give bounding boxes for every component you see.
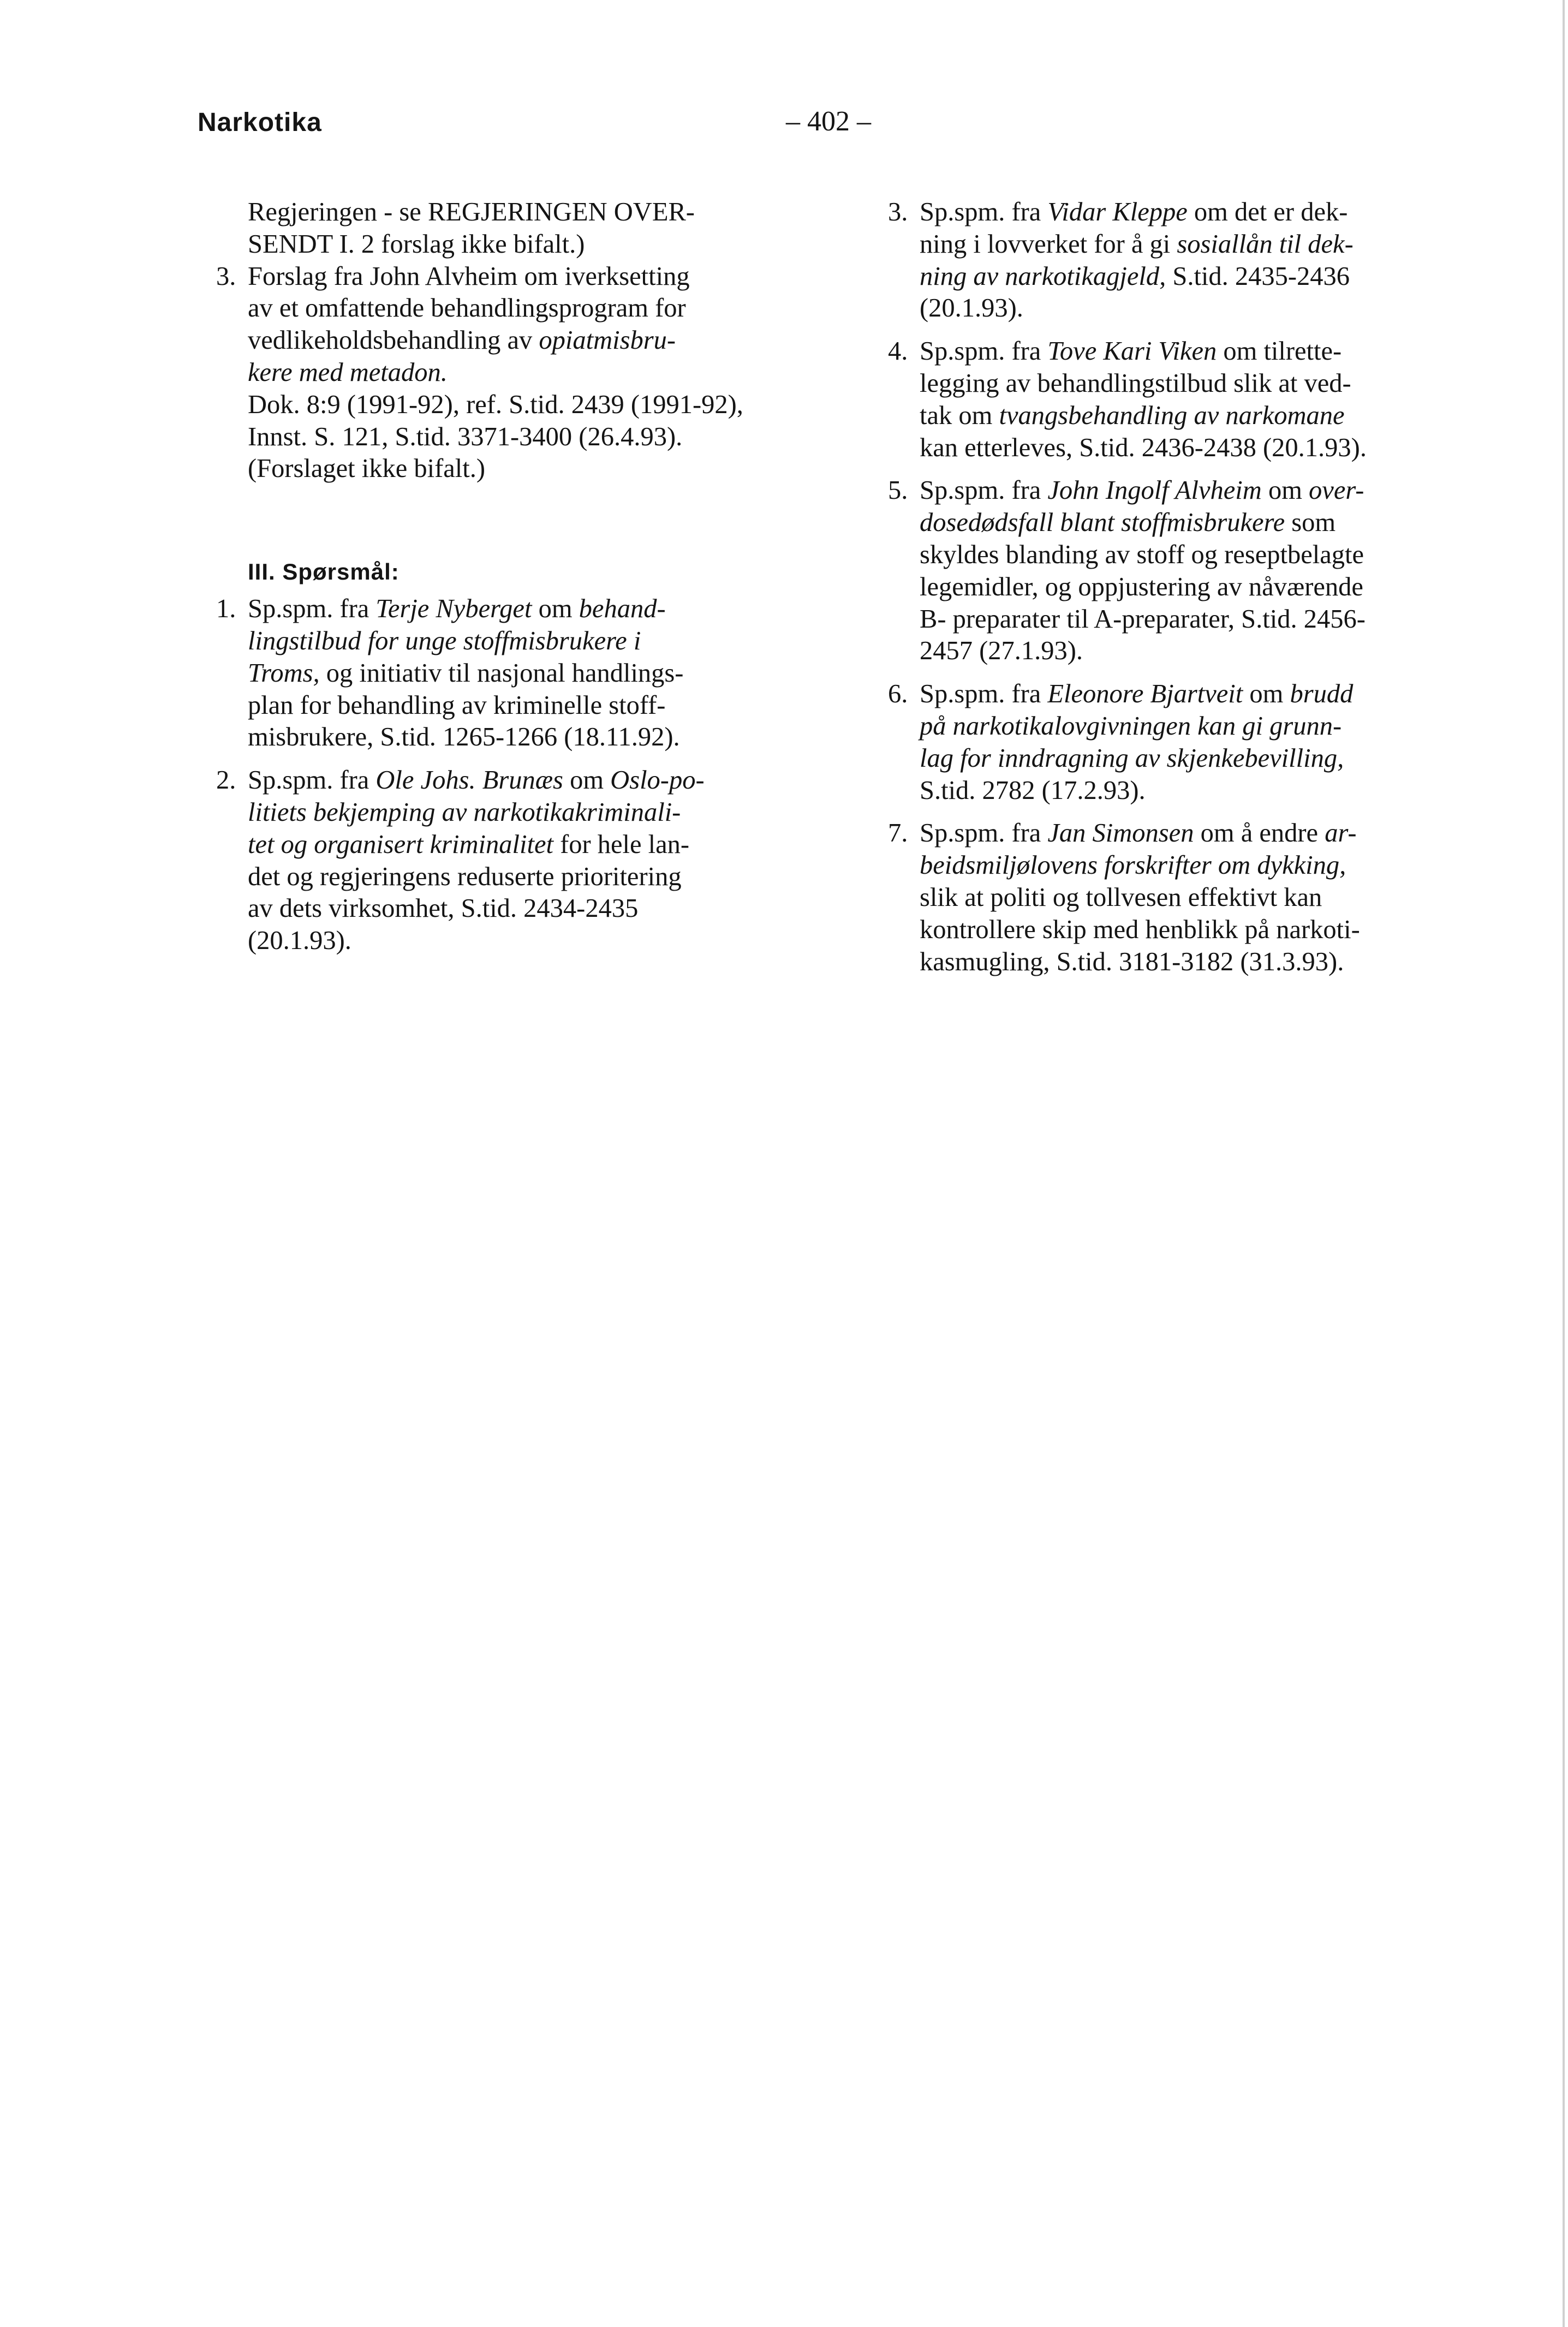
text-line: skyldes blanding av stoff og reseptbelagte (920, 540, 1364, 569)
running-header-title: Narkotika (198, 108, 322, 137)
left-column (216, 196, 791, 957)
text-line: Sp.spm. fra John Ingolf Alvheim om over- (920, 476, 1364, 505)
text-line: misbrukere, S.tid. 1265-1266 (18.11.92). (248, 723, 680, 752)
item-number: 1. (216, 594, 236, 624)
text-line: plan for behandling av kriminelle stoff- (248, 690, 666, 720)
item-number: 6. (888, 679, 908, 709)
text-line: B- preparater til A-preparater, S.tid. 2456- (920, 604, 1366, 634)
question-item-6 (888, 678, 1463, 807)
text-line: Regjeringen - se REGJERINGEN OVER- (248, 198, 695, 226)
text-line: av et omfattende behandlingsprogram for (248, 294, 686, 323)
question-item-7 (888, 818, 1463, 978)
text-line: lingstilbud for unge stoffmisbrukere i (248, 626, 641, 655)
item-number: 3. (888, 198, 908, 226)
text-line: dosedødsfall blant stoffmisbrukere som (920, 508, 1336, 538)
text-line: det og regjeringens reduserte prioritering (248, 862, 682, 891)
item-number: 2. (216, 766, 236, 795)
text-line: tet og organisert kriminalitet for hele lan- (248, 830, 690, 859)
text-line: kasmugling, S.tid. 3181-3182 (31.3.93). (920, 947, 1344, 976)
item-number: 5. (888, 476, 908, 505)
text-line: kere med metadon. (248, 357, 448, 387)
question-item-2 (216, 765, 791, 957)
text-line: Sp.spm. fra Eleonore Bjartveit om brudd (920, 679, 1354, 709)
text-line: av dets virksomhet, S.tid. 2434-2435 (248, 894, 639, 923)
text-line: Innst. S. 121, S.tid. 3371-3400 (26.4.93). (248, 422, 683, 451)
question-item-5 (888, 475, 1463, 667)
text-line: (20.1.93). (920, 294, 1023, 323)
text-line: ning av narkotikagjeld, S.tid. 2435-2436 (920, 261, 1350, 291)
text-line: (Forslaget ikke bifalt.) (248, 454, 486, 484)
right-column (888, 196, 1463, 978)
text-line: SENDT I. 2 forslag ikke bifalt.) (248, 229, 585, 259)
text-line: kan etterleves, S.tid. 2436-2438 (20.1.93). (920, 433, 1367, 462)
text-line: tak om tvangsbehandling av narkomane (920, 401, 1345, 430)
item-number: 3. (216, 261, 236, 291)
text-line: vedlikeholdsbehandling av opiatmisbru- (248, 326, 676, 355)
item-number: 4. (888, 337, 908, 366)
question-item-4 (888, 336, 1463, 464)
text-line: Troms, og initiativ til nasjonal handlings- (248, 658, 684, 688)
text-line: Sp.spm. fra Ole Johs. Brunæs om Oslo-po- (248, 766, 705, 795)
text-line: Forslag fra John Alvheim om iverksetting (248, 261, 690, 291)
text-line: på narkotikalovgivningen kan gi grunn- (920, 711, 1342, 741)
continued-entry (216, 196, 791, 261)
text-line: 2457 (27.1.93). (920, 636, 1083, 666)
text-line: legemidler, og oppjustering av nåværende (920, 572, 1363, 601)
text-line: Dok. 8:9 (1991-92), ref. S.tid. 2439 (1991-92), (248, 390, 743, 419)
page-number: – 402 – (786, 106, 871, 137)
question-item-1 (216, 593, 791, 754)
text-line: kontrollere skip med henblikk på narkoti- (920, 915, 1360, 944)
text-line: slik at politi og tollvesen effektivt kan (920, 882, 1322, 912)
text-line: litiets bekjemping av narkotikakriminali- (248, 797, 681, 827)
text-line: Sp.spm. fra Vidar Kleppe om det er dek- (920, 198, 1348, 226)
text-line: Sp.spm. fra Tove Kari Viken om tilrette- (920, 337, 1342, 366)
text-line: S.tid. 2782 (17.2.93). (920, 775, 1146, 805)
text-line: beidsmiljølovens forskrifter om dykking, (920, 851, 1346, 880)
scan-edge-line (1563, 0, 1565, 2327)
text-line: Sp.spm. fra Jan Simonsen om å endre ar- (920, 819, 1357, 848)
text-line: legging av behandlingstilbud slik at ved- (920, 368, 1351, 398)
text-line: ning i lovverket for å gi sosiallån til dek- (920, 229, 1354, 259)
item-number: 7. (888, 819, 908, 848)
question-item-3 (888, 196, 1463, 325)
text-line: (20.1.93). (248, 926, 351, 956)
text-line: Sp.spm. fra Terje Nyberget om behand- (248, 594, 666, 624)
text-line: lag for inndragning av skjenkebevilling, (920, 743, 1344, 773)
section-heading: III. Spørsmål: (248, 559, 400, 585)
proposal-item-3 (216, 261, 791, 486)
